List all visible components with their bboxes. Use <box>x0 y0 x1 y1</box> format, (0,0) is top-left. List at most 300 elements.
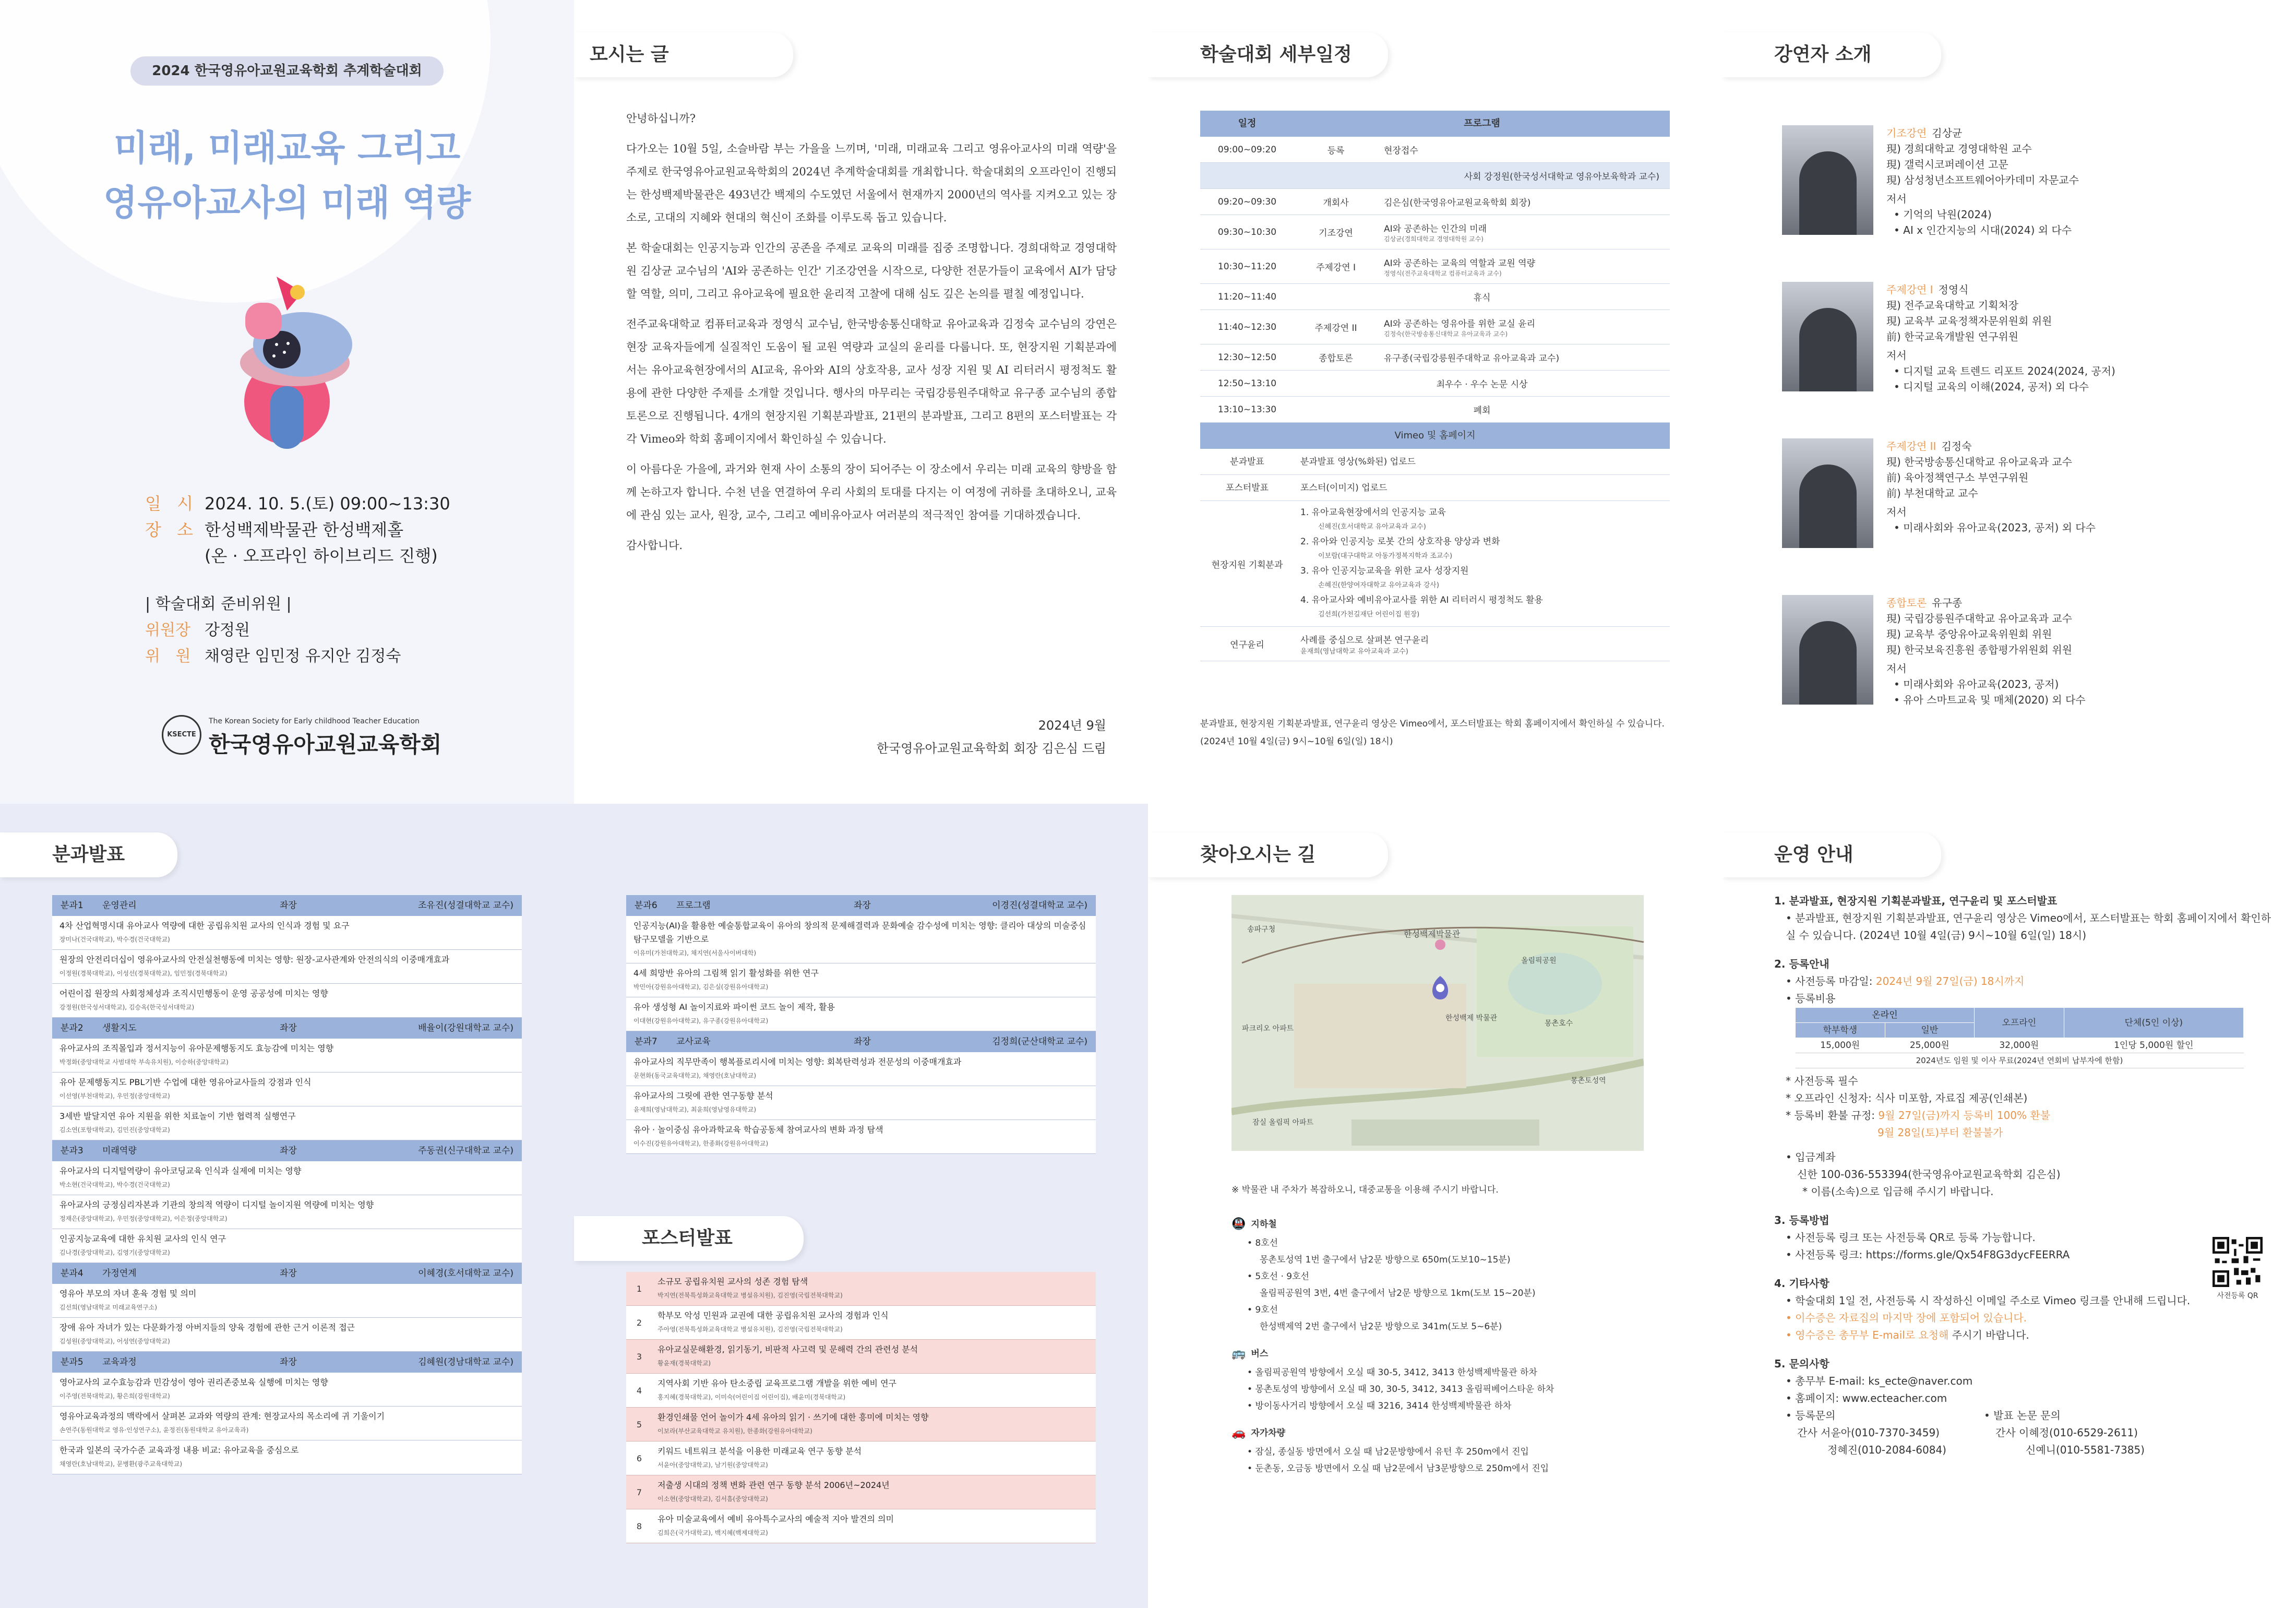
session-paper <box>626 997 1096 1031</box>
paper-title: 4차 산업혁명시대 유아교사 역량에 대한 공립유치원 교사의 인식과 경험 및 요구 <box>59 921 350 931</box>
paper-title: 인공지능(AI)을 활용한 예술통합교육이 유아의 창의적 문제해결력과 문화예술 감수성에 미치는 영향: 클리아 대상의 미술중심 탐구모델을 기반으로 <box>633 921 1086 944</box>
members-value: 채영란 임민정 유지안 김정숙 <box>205 647 401 665</box>
schedule-table <box>1200 111 1670 661</box>
place-value: 한성백제박물관 한성백제홀 <box>205 520 404 540</box>
sessions-tab: 분과발표 <box>0 832 177 877</box>
poster-row <box>626 1340 1096 1374</box>
logo-kr: 한국영유아교원교육학회 <box>209 732 442 757</box>
paper-title: 영유아교육과정의 맥락에서 살펴본 교과와 역량의 관계: 현장교사의 목소리에 귀 기울이기 <box>59 1411 385 1421</box>
speaker-role: 종합토론 <box>1886 597 1927 609</box>
paper-authors: 이대현(강원유아대학교), 유구종(강원유아대학교) <box>633 1017 769 1025</box>
ethics-row <box>1200 627 1670 661</box>
field-support-category: 현장지원 기획분과 <box>1211 559 1283 570</box>
schedule-program <box>1378 195 1670 208</box>
subway-section <box>1231 1216 1691 1477</box>
speaker-career: 現) 전주교육대학교 기획처장 <box>1886 299 2019 312</box>
field-item-presenter: 손혜진(한양여자대학교 유아교육과 강사) <box>1318 581 1439 589</box>
fee-table <box>1795 1007 2244 1068</box>
schedule-program-title: AI와 공존하는 교육의 역할과 교원 역량 <box>1384 258 1535 269</box>
s5-email[interactable]: • 총무부 E-mail: ks_ecte@naver.com <box>1786 1375 1973 1387</box>
session-paper <box>52 1440 522 1474</box>
speaker-role: 주제강연 I <box>1886 283 1933 296</box>
date-value: 2024. 10. 5.(토) 09:00~13:30 <box>205 494 450 514</box>
vimeo-row <box>1200 475 1670 501</box>
qr-code[interactable] <box>2213 1237 2263 1287</box>
poster-row <box>626 1408 1096 1442</box>
session-chair-label: 좌장 <box>280 1357 297 1367</box>
poster-number: 6 <box>636 1453 642 1463</box>
speaker-work: • 미래사회와 유아교육(2023, 공저) 외 다수 <box>1894 521 2096 534</box>
speakers-tab: 강연자 소개 <box>1722 32 1941 77</box>
session-chair: 김혜원(경남대학교 교수) <box>418 1357 513 1367</box>
speaker-card <box>1782 282 2283 438</box>
committee-title: | 학술대회 준비위원 | <box>145 595 292 613</box>
poster-row <box>626 1272 1096 1306</box>
poster-row <box>626 1374 1096 1408</box>
logo-en: The Korean Society for Early childhood Teacher Education <box>209 717 420 725</box>
schedule-program <box>1200 169 1670 182</box>
speaker-card <box>1782 125 2283 282</box>
session-paper <box>52 1195 522 1229</box>
ethics-category: 연구윤리 <box>1230 640 1264 650</box>
session-paper <box>626 1120 1096 1154</box>
schedule-time: 09:20~09:30 <box>1217 196 1277 207</box>
paper-authors: 김나경(중앙대학교), 김영기(중앙대학교) <box>59 1249 170 1256</box>
schedule-category: 주제강연 I <box>1316 263 1356 273</box>
schedule-time: 11:20~11:40 <box>1217 291 1277 302</box>
paper-title: 인공지능교육에 대한 유치원 교사의 인식 연구 <box>59 1234 226 1244</box>
paper-title: 유아교사의 그릿에 관한 연구동향 분석 <box>633 1091 773 1101</box>
speaker-career: 前) 한국교육개발원 연구위원 <box>1886 330 2019 343</box>
info-panel <box>1722 804 2296 1608</box>
s3-item-1: • 사전등록 링크 또는 사전등록 QR로 등록 가능합니다. <box>1786 1231 2036 1244</box>
poster-number: 8 <box>636 1521 642 1531</box>
fee-head-group: 단체(5인 이상) <box>2064 1008 2243 1038</box>
session-paper <box>52 916 522 950</box>
bus-route-2: • 몽촌토성역 방향에서 오실 때 30, 30-5, 3412, 3413 올림픽베어스타운 하차 <box>1247 1384 1554 1395</box>
paper-authors: 박정화(중앙대학교 사범대학 부속유치원), 이승하(중앙대학교) <box>59 1058 229 1066</box>
paper-authors: 문현화(동국교육대학교), 채영란(호남대학교) <box>633 1072 757 1079</box>
greeting-p4: 이 아름다운 가을에, 과거와 현재 사이 소통의 장이 되어주는 이 장소에서 우리는 미래 교육의 향방을 함께 논하고자 합니다. 수천 년을 연결하여 우리 사회의 토대를 다지는 이 여정에 귀하를 초대하오니, 교육에 관심 있는 교사, 원장, 교수, 그리고 예비유아교사 여러분의 적극적인 참여를 기대하겠습니다. <box>626 463 1117 521</box>
subway-desc-1: 몽촌토성역 1번 출구에서 남2문 방향으로 650m(도보10~15분) <box>1260 1255 1511 1265</box>
s4-item-1: • 학술대회 1일 전, 사전등록 시 작성하신 이메일 주소로 Vimeo 링크를 안내해 드립니다. <box>1786 1294 2191 1307</box>
paper-authors: 김성원(중앙대학교), 어성연(중앙대학교) <box>59 1338 170 1345</box>
schedule-program <box>1378 290 1670 303</box>
qr-label: 사전등록 QR <box>2217 1292 2258 1300</box>
schedule-program-title: 유구종(국립강릉원주대학교 유아교육과 교수) <box>1384 353 1560 364</box>
schedule-category: 기조강연 <box>1319 228 1353 239</box>
paper-title: 유아 · 놀이중심 유아과학교육 학습공동체 참여교사의 변화 과정 탐색 <box>633 1125 883 1135</box>
session-paper <box>52 1039 522 1073</box>
schedule-program <box>1378 351 1670 364</box>
schedule-program <box>1378 143 1670 156</box>
speaker-info <box>1886 438 2096 595</box>
map-station-label: 몽촌토성역 <box>1571 1077 1606 1085</box>
schedule-head-time: 일정 <box>1238 118 1257 129</box>
bus-label: 버스 <box>1251 1349 1269 1359</box>
schedule-row <box>1200 189 1670 215</box>
paper-authors: 이정원(경북대학교), 이성선(경북대학교), 임민정(경북대학교) <box>59 970 228 977</box>
subway-line-1: • 8호선 <box>1247 1238 1278 1248</box>
speaker-works-label: 저서 <box>1886 506 1907 518</box>
speakers-panel <box>1722 0 2296 804</box>
cover-illustration <box>224 261 360 449</box>
session-chair: 배율이(강원대학교 교수) <box>418 1023 513 1033</box>
poster-row <box>626 1442 1096 1475</box>
paper-authors: 이수진(강원유아대학교), 한종화(강원유아대학교) <box>633 1140 769 1147</box>
ethics-program <box>1294 633 1670 656</box>
deadline-label: • 사전등록 마감일: <box>1786 975 1873 987</box>
session-chair-label: 좌장 <box>280 900 297 911</box>
poster-authors: 김희은(국가대학교), 백지혜(백제대학교) <box>657 1529 768 1536</box>
speaker-name-line <box>1886 125 2079 141</box>
field-item-title: 2. 유아와 인공지능 로봇 간의 상호작용 양상과 변화 <box>1300 537 1500 547</box>
poster-content <box>652 1408 1096 1441</box>
session-header <box>52 895 522 916</box>
poster-content <box>652 1306 1096 1339</box>
session-paper <box>626 1086 1096 1120</box>
session-no: 분과2 <box>61 1023 83 1033</box>
paper-title: 3세반 발달지연 유아 지원을 위한 치료놀이 기반 협력적 실행연구 <box>59 1111 296 1121</box>
paper-title: 유아 문제행동지도 PBL기반 수업에 대한 영유아교사들의 강점과 인식 <box>59 1077 312 1087</box>
bus-icon: 🚌 <box>1231 1347 1246 1360</box>
subway-desc-3: 한성백제역 2번 출구에서 남2문 방향으로 341m(도보 5~6분) <box>1260 1321 1502 1332</box>
paper-title: 유아교사의 긍정심리자본과 기관의 창의적 역량이 디지털 놀이지원 역량에 미치는 영향 <box>59 1200 374 1210</box>
speaker-career: 現) 한국보육진흥원 종합평가위원회 위원 <box>1886 644 2072 656</box>
directions-panel <box>1148 804 1722 1608</box>
speaker-name-line <box>1886 595 2086 611</box>
schedule-time: 10:30~11:20 <box>1217 261 1277 272</box>
car-icon: 🚗 <box>1231 1426 1246 1439</box>
session-name: 교사교육 <box>676 1037 711 1047</box>
poster-row <box>626 1475 1096 1509</box>
session-paper <box>626 916 1096 963</box>
chair-label: 위원장 <box>145 621 190 639</box>
fee-val-1: 15,000원 <box>1796 1038 1885 1053</box>
map-school-label: 송파구청 <box>1247 925 1276 934</box>
session-header <box>626 895 1096 916</box>
event-badge: 2024 한국영유아교원교육학회 추계학술대회 <box>130 56 444 86</box>
subway-label: 지하철 <box>1251 1219 1277 1230</box>
speaker-career: 前) 육아정책연구소 부연구위원 <box>1886 471 2029 484</box>
cover-panel <box>0 0 574 804</box>
poster-authors: 이소현(중앙대학교), 김서흠(중앙대학교) <box>657 1495 768 1503</box>
session-name: 교육과정 <box>102 1357 137 1367</box>
greeting-body <box>626 107 1117 557</box>
paper-title: 어린이집 원장의 사회정체성과 조직시민행동이 운영 공공성에 미치는 영향 <box>59 988 328 998</box>
schedule-tab: 학술대회 세부일정 <box>1148 32 1388 77</box>
session-no: 분과1 <box>61 900 83 911</box>
session-chair: 조유진(성결대학교 교수) <box>418 900 513 911</box>
paper-authors: 윤재희(영남대학교), 최윤희(영남영유대학교) <box>633 1106 757 1113</box>
session-paper <box>52 1284 522 1318</box>
schedule-program-sub: 김정숙(한국방송통신대학교 유아교육과 교수) <box>1384 330 1508 338</box>
speaker-work: • 디지털 교육 트렌드 리포트 2024(2024, 공저) <box>1894 365 2115 377</box>
map-apt2-label: 잠실 올림픽 아파트 <box>1252 1118 1314 1127</box>
session-name: 프로그램 <box>676 900 711 911</box>
vimeo-category: 포스터발표 <box>1225 483 1269 493</box>
session-chair: 이혜경(호서대학교 교수) <box>418 1268 513 1279</box>
speaker-works-label: 저서 <box>1886 349 1907 362</box>
speaker-silhouette <box>1799 308 1857 391</box>
paper-contact-2: 신예니(010-5581-7385) <box>2026 1444 2145 1456</box>
schedule-program-title: 휴식 <box>1473 293 1491 303</box>
schedule-header <box>1200 111 1670 137</box>
fee-val-3: 32,000원 <box>1975 1038 2064 1053</box>
schedule-program-title: AI와 공존하는 영유아를 위한 교실 윤리 <box>1384 318 1535 329</box>
greeting-sign: 한국영유아교원교육학회 회장 김은심 드림 <box>876 741 1106 756</box>
car-label: 자가차량 <box>1251 1428 1286 1438</box>
s5-homepage[interactable]: • 홈페이지: www.ecteacher.com <box>1786 1392 1947 1404</box>
speaker-career: 現) 한국방송통신대학교 유아교육과 교수 <box>1886 456 2072 468</box>
schedule-program-title: AI와 공존하는 인간의 미래 <box>1384 223 1487 234</box>
paper-title: 원장의 안전리더십이 영유아교사의 안전실천행동에 미치는 영향: 원장-교사관계와 안전의식의 이중매개효과 <box>59 955 450 964</box>
speaker-work: • 미래사회와 유아교육(2023, 공저) <box>1894 678 2059 690</box>
info-s3-title: 3. 등록방법 <box>1774 1214 1829 1226</box>
poster-row <box>626 1306 1096 1340</box>
session-paper <box>52 1229 522 1263</box>
contact-label: • 등록문의 <box>1786 1409 1836 1422</box>
schedule-program <box>1378 256 1670 278</box>
fee-val-4: 1인당 5,000원 할인 <box>2064 1038 2243 1053</box>
info-s4-title: 4. 기타사항 <box>1774 1277 1829 1290</box>
poster-content <box>652 1340 1096 1373</box>
refund-label: * 등록비 환불 규정: <box>1786 1109 1875 1122</box>
greeting-tab: 모시는 글 <box>574 32 793 77</box>
poster-number: 2 <box>636 1317 642 1328</box>
poster-content <box>652 1374 1096 1407</box>
speaker-silhouette <box>1799 464 1857 548</box>
paper-authors: 강정원(한국성서대학교), 김승옥(한국성서대학교) <box>59 1004 195 1011</box>
greeting-p1: 다가오는 10월 5일, 소슬바람 부는 가을을 느끼며, '미래, 미래교육 그리고 영유아교사의 미래 역량'을 주제로 한국영유아교원교육학회의 2024년 추계학술대회를 개최합니다. 학술대회의 오프라인이 진행되는 한성백제박물관은 493년간 백제의 수도였던 서울에서 현재까지 2000년의 역사를 지켜오고 있는 장소로, 고대의 지혜와 현대의 혁신이 조화를 이루도록 돕고 있습니다. <box>626 142 1117 224</box>
session-chair-label: 좌장 <box>280 1146 297 1156</box>
paper-authors: 이주영(전북대학교), 황은희(강원대학교) <box>59 1392 170 1400</box>
session-name: 미래역량 <box>102 1146 137 1156</box>
schedule-program-sub: 정영식(전주교육대학교 컴퓨터교육과 교수) <box>1384 269 1502 277</box>
map-apt1-label: 파크리오 아파트 <box>1242 1025 1294 1033</box>
poster-title: 지역사회 기반 유아 탄소중립 교육프로그램 개발을 위한 예비 연구 <box>657 1378 897 1388</box>
paper-title: 유아교사의 조직몰입과 정서지능이 유아문제행동지도 효능감에 미치는 영향 <box>59 1043 334 1053</box>
contact-2: 정혜진(010-2084-6084) <box>1827 1444 1946 1456</box>
schedule-category: 등록 <box>1327 146 1345 156</box>
speaker-card <box>1782 595 2283 752</box>
place-label: 장 소 <box>145 520 198 540</box>
session-paper <box>626 963 1096 997</box>
speaker-name: 김상균 <box>1932 127 1963 139</box>
paper-title: 4세 희망반 유아의 그림책 읽기 활성화를 위한 연구 <box>633 968 819 978</box>
vimeo-row <box>1200 449 1670 475</box>
poster-authors: 홍지혜(경북대학교), 이미숙(어린이집 어린이집), 배윤미(경북대학교) <box>657 1393 846 1401</box>
speaker-works-label: 저서 <box>1886 662 1907 675</box>
field-item-presenter: 김선희(가천길재단 어린이집 원장) <box>1318 611 1420 618</box>
account-label: • 입금계좌 <box>1786 1151 1836 1163</box>
poster-title: 키워드 네트워크 분석을 이용한 미래교육 연구 동향 분석 <box>657 1446 862 1456</box>
fee-label: • 등록비용 <box>1786 992 1836 1005</box>
chair-value: 강정원 <box>205 621 250 639</box>
paper-title: 한국과 일본의 국가수준 교육과정 내용 비교: 유아교육을 중심으로 <box>59 1445 299 1455</box>
session-no: 분과6 <box>635 900 657 911</box>
ethics-title: 사례를 중심으로 살펴본 연구윤리 <box>1300 635 1429 646</box>
map-museum-label: 한성백제 박물관 <box>1445 1014 1498 1022</box>
car-route-1: • 잠실, 종실동 방면에서 오실 때 남2문방향에서 유턴 후 250m에서 진입 <box>1247 1447 1529 1457</box>
schedule-time: 12:30~12:50 <box>1217 352 1277 363</box>
schedule-program-title: 사회 강정원(한국성서대학교 영유아보육학과 교수) <box>1464 172 1659 182</box>
schedule-program-title: 폐회 <box>1473 406 1491 416</box>
paper-contact-1: 간사 이혜정(010-6529-2611) <box>1995 1426 2138 1439</box>
speaker-work: • AI x 인간지능의 시대(2024) 외 다수 <box>1894 224 2072 236</box>
schedule-program <box>1378 221 1670 243</box>
speaker-photo <box>1782 282 1873 391</box>
bus-route-1: • 올림픽공원역 방향에서 오실 때 30-5, 3412, 3413 한성백제박물관 하차 <box>1247 1367 1537 1378</box>
speaker-career: 現) 갤럭시코퍼레이션 고문 <box>1886 158 2008 171</box>
session-paper <box>52 1407 522 1440</box>
session-chair: 주동권(신구대학교 교수) <box>418 1146 513 1156</box>
account-value: 신한 100-036-553394(한국영유아교원교육학회 김은심) <box>1797 1168 2061 1181</box>
reg-note-1: * 사전등록 필수 <box>1786 1075 1858 1087</box>
poster-number: 7 <box>636 1487 642 1497</box>
contact-1: 간사 서윤아(010-7370-3459) <box>1797 1426 1940 1439</box>
schedule-program-title: 현장접수 <box>1384 146 1418 156</box>
schedule-program <box>1378 377 1670 390</box>
session-paper <box>626 1052 1096 1086</box>
session-paper <box>52 950 522 984</box>
cover-title-2: 영유아교사의 미래 역량 <box>103 183 471 224</box>
session-name: 운영관리 <box>102 900 137 911</box>
speaker-career: 現) 국립강릉원주대학교 유아교육과 교수 <box>1886 612 2072 625</box>
speaker-photo <box>1782 125 1873 235</box>
poster-title: 저출생 시대의 정책 변화 관련 연구 동향 분석 2006년~2024년 <box>657 1480 890 1490</box>
map-venue-label: 한성백제박물관 <box>1404 929 1461 939</box>
session-header <box>52 1140 522 1161</box>
session-no: 분과4 <box>61 1268 83 1279</box>
paper-title: 영아교사의 교수효능감과 민감성이 영아 권리존중보육 실행에 미치는 영향 <box>59 1377 328 1387</box>
poster-authors: 박지연(전북특성화교육대학교 병설유치원), 김진영(국립전북대학교) <box>657 1292 843 1299</box>
schedule-row <box>1200 215 1670 249</box>
paper-title: 장애 유아 자녀가 있는 다문화가정 아버지들의 양육 경험에 관한 근거 이론적 접근 <box>59 1323 355 1332</box>
poster-content <box>652 1509 1096 1543</box>
info-s1-title: 1. 분과발표, 현장지원 기획분과발표, 연구윤리 및 포스터발표 <box>1774 895 2058 907</box>
schedule-row <box>1200 284 1670 310</box>
fee-sub-student: 학부학생 <box>1796 1023 1885 1038</box>
session-no: 분과5 <box>61 1357 83 1367</box>
poster-content <box>652 1475 1096 1509</box>
directions-tab: 찾아오시는 길 <box>1148 832 1388 877</box>
speaker-name: 정영식 <box>1938 283 1969 296</box>
schedule-row <box>1200 371 1670 397</box>
speaker-card <box>1782 438 2283 595</box>
car-route-2: • 둔촌동, 오금동 방면에서 오실 때 남2문에서 남3문방향으로 250m에서 진입 <box>1247 1463 1549 1474</box>
session-chair-label: 좌장 <box>854 1037 871 1047</box>
speaker-role: 주제강연 II <box>1886 440 1936 452</box>
speaker-info <box>1886 595 2086 752</box>
s4-item-3b: 주시기 바랍니다. <box>1948 1329 2029 1341</box>
deadline-value: 2024년 9월 27일(금) 18시까지 <box>1875 975 2025 987</box>
schedule-program-title: 최우수 · 우수 논문 시상 <box>1436 379 1528 390</box>
session-header <box>626 1031 1096 1052</box>
info-s5-title: 5. 문의사항 <box>1774 1357 1829 1370</box>
paper-title: 유아교사의 디지털역량이 유아코딩교육 인식과 실제에 미치는 영향 <box>59 1166 302 1176</box>
schedule-note: 분과발표, 현장지원 기획분과발표, 연구윤리 영상은 Vimeo에서, 포스터발표는 학회 홈페이지에서 확인하실 수 있습니다. (2024년 10월 4일(금) 9시~10월 6일(일) 18시) <box>1200 719 1665 747</box>
account-note: * 이름(소속)으로 입금해 주시기 바랍니다. <box>1802 1185 1994 1198</box>
schedule-time: 09:00~09:20 <box>1217 144 1277 155</box>
paper-authors: 이유미(가천대학교), 채지연(서울사이버대학) <box>633 949 757 957</box>
sessions-right-column <box>626 895 1096 1154</box>
schedule-category: 개회사 <box>1323 198 1349 208</box>
greeting-p2: 본 학술대회는 인공지능과 인간의 공존을 주제로 교육의 미래를 집중 조명합니다. 경희대학교 경영대학원 김상균 교수님의 'AI와 공존하는 인간' 기조강연을 시작으로, 다양한 전문가들이 교육에서 AI가 담당할 역할, 의미, 그리고 유아교육에 필요한 윤리적 고찰에 대해 심도 깊은 논의를 펼칠 예정입니다. <box>626 242 1117 300</box>
speaker-work: • 디지털 교육의 이해(2024, 공저) 외 다수 <box>1894 380 2089 393</box>
poster-title: 소규모 공립유치원 교사의 성존 경험 탐색 <box>657 1277 808 1287</box>
s4-item-3a: • 영수증은 총무부 E-mail로 요청해 <box>1786 1329 1949 1341</box>
society-logo: KSECTE <box>162 715 201 755</box>
vimeo-header: Vimeo 및 홈페이지 <box>1200 423 1670 449</box>
map-park-label: 올림픽공원 <box>1521 957 1557 965</box>
field-support-row <box>1200 501 1670 627</box>
field-support-items <box>1294 501 1670 626</box>
session-paper <box>52 1073 522 1106</box>
paper-authors: 채영란(호남대학교), 문병환(광주교육대학교) <box>59 1460 183 1468</box>
greeting-panel <box>574 0 1148 804</box>
subway-line-3: • 9호선 <box>1247 1305 1278 1315</box>
session-name: 생활지도 <box>102 1023 137 1033</box>
schedule-row <box>1200 249 1670 284</box>
session-no: 분과3 <box>61 1146 83 1156</box>
session-paper <box>52 1373 522 1407</box>
map-lake-label: 몽촌호수 <box>1545 1019 1573 1028</box>
poster-content <box>652 1442 1096 1475</box>
poster-authors: 서윤아(중앙대학교), 남기원(중앙대학교) <box>657 1461 768 1469</box>
session-chair-label: 좌장 <box>280 1268 297 1279</box>
sessions-panel <box>0 804 1148 1608</box>
schedule-time: 12:50~13:10 <box>1217 378 1277 389</box>
poster-number: 5 <box>636 1419 642 1430</box>
s3-item-2[interactable]: • 사전등록 링크: https://forms.gle/Qx54F8G3dycFEERRA <box>1786 1248 2070 1261</box>
fee-head-online: 온라인 <box>1796 1008 1975 1023</box>
schedule-time: 11:40~12:30 <box>1217 321 1277 332</box>
members-label: 위 원 <box>145 647 196 665</box>
refund-2: 9월 28일(토)부터 환불불가 <box>1878 1126 2003 1139</box>
session-header <box>52 1018 522 1039</box>
schedule-row <box>1200 310 1670 344</box>
vimeo-category: 분과발표 <box>1230 457 1264 467</box>
session-header <box>52 1263 522 1284</box>
bus-route-3: • 방이동사거리 방향에서 오실 때 3216, 3414 한성백제박물관 하차 <box>1247 1401 1512 1411</box>
speaker-work: • 기억의 낙원(2024) <box>1894 208 1992 221</box>
place-note: (온 · 오프라인 하이브리드 진행) <box>205 546 438 566</box>
field-item-presenter: 신혜진(호서대학교 유아교육과 교수) <box>1318 523 1426 531</box>
field-item-title: 1. 유아교육현장에서의 인공지능 교육 <box>1300 507 1446 518</box>
paper-authors: 박소현(건국대학교), 박수경(건국대학교) <box>59 1181 170 1188</box>
session-chair-label: 좌장 <box>854 900 871 911</box>
speaker-career: 現) 교육부 중앙유아교육위원회 위원 <box>1886 628 2052 640</box>
speaker-info <box>1886 125 2079 282</box>
speaker-career: 現) 교육부 교육정책자문위원회 위원 <box>1886 315 2052 327</box>
paper-title: 유아교사의 직무만족이 행복플로리시에 미치는 영향: 회복탄력성과 전문성의 이중매개효과 <box>633 1057 962 1067</box>
schedule-program <box>1378 316 1670 338</box>
paper-authors: 장미나(건국대학교), 박수경(건국대학교) <box>59 936 170 943</box>
schedule-category: 주제강연 II <box>1314 323 1357 333</box>
sessions-left-column <box>52 895 522 1474</box>
schedule-panel <box>1148 0 1722 804</box>
subway-desc-2: 올림픽공원역 3번, 4번 출구에서 남2문 방향으로 1km(도보 15~20분) <box>1260 1288 1536 1299</box>
field-item-title: 3. 유아 인공지능교육을 위한 교사 성장지원 <box>1300 566 1469 576</box>
field-item-presenter: 이보람(대구대학교 아동가정복지학과 조교수) <box>1318 552 1453 560</box>
paper-authors: 박민아(강원유아대학교), 김은실(강원유아대학교) <box>633 983 769 991</box>
poster-authors: 주아영(전북특성화교육대학교 병설유치원), 김진영(국립전북대학교) <box>657 1326 843 1333</box>
session-chair: 이경진(성결대학교 교수) <box>992 900 1087 911</box>
session-no: 분과7 <box>635 1037 657 1047</box>
greeting-p5: 감사합니다. <box>626 539 683 552</box>
directions-note: ※ 박물관 내 주차가 복잡하오니, 대중교통을 이용해 주시기 바랍니다. <box>1231 1185 1499 1195</box>
